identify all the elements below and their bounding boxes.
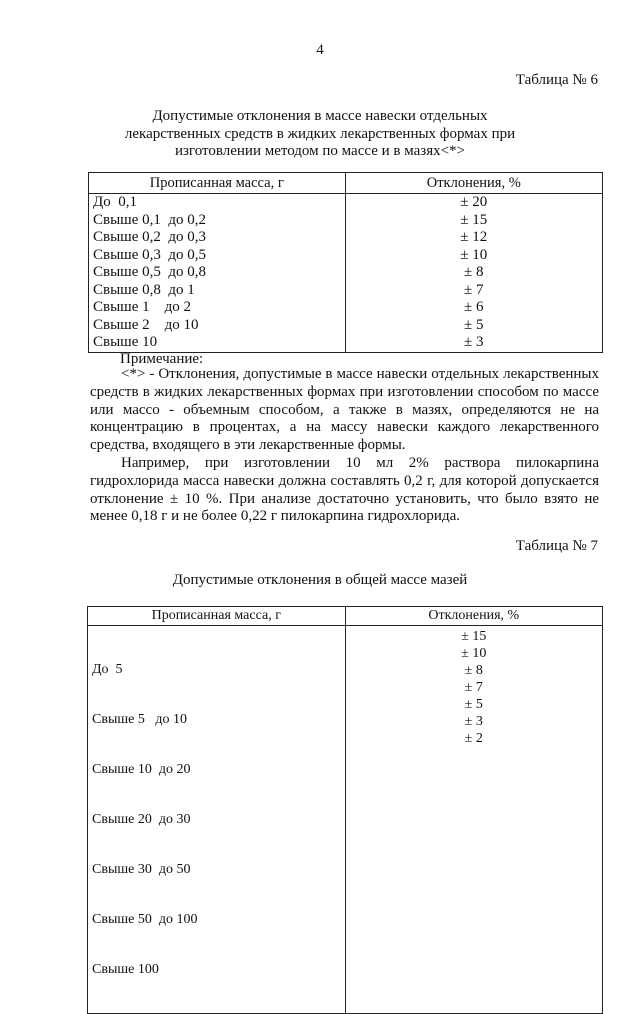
note-heading: Примечание: [120,351,204,367]
list-item: ± 15 [461,629,487,644]
table-cell-deviation: ± 12 [345,229,602,247]
list-item: Свыше 30 до 50 [92,862,191,877]
table-cell-deviation: ± 8 [345,264,602,282]
table-row [89,229,603,247]
table6-header-row [89,173,603,194]
table7-mass-cell [88,626,346,1014]
table6-caption-line: изготовлении методом по массе и в мазях<*> [174,143,466,159]
table6-caption-line: Допустимые отклонения в массе навески отдельных [152,108,488,124]
table-cell-mass: До 0,1 [89,194,346,212]
table-row [89,317,603,335]
list-item: ± 10 [461,646,487,661]
list-item: Свыше 20 до 30 [92,812,191,827]
table-cell-deviation: ± 7 [345,282,602,300]
table7-header-deviation: Отклонения, % [345,607,602,626]
table-row [89,282,603,300]
table-cell-mass: Свыше 0,5 до 0,8 [89,264,346,282]
table-cell-deviation: ± 5 [345,317,602,335]
table6-label: Таблица № 6 [515,72,598,88]
table-cell-mass: Свыше 0,3 до 0,5 [89,247,346,265]
list-item: ± 2 [464,731,483,746]
table-cell-mass: Свыше 0,2 до 0,3 [89,229,346,247]
table-cell-deviation: ± 10 [345,247,602,265]
list-item: ± 3 [464,714,483,729]
table-cell-mass: Свыше 0,8 до 1 [89,282,346,300]
table-cell-deviation: ± 20 [345,194,602,212]
table-row [88,626,603,1014]
table7-header-mass: Прописанная масса, г [88,607,346,626]
list-item: Свыше 10 до 20 [92,762,191,777]
table-cell-deviation: ± 6 [345,299,602,317]
table-row [89,247,603,265]
note-paragraph: <*> - Отклонения, допустимые в массе навески отдельных лекарственных средств в жидких лекарственных формах при изготовлении способом по массе или массо - объемным способом, а также в мазях, определяются не на концентрацию в процентах, а на массу навески каждого лекарственного средства, входящего в эти лекарственные формы. [90,366,599,454]
table-cell-mass: Свыше 2 до 10 [89,317,346,335]
list-item: До 5 [92,662,123,677]
table6-header-deviation: Отклонения, % [345,173,602,194]
table-cell-mass: Свыше 1 до 2 [89,299,346,317]
list-item: ± 7 [464,680,483,695]
table-row [89,334,603,352]
list-item: Свыше 5 до 10 [92,712,187,727]
list-item: Свыше 100 [92,962,159,977]
table6-caption [60,108,580,161]
table-cell-deviation: ± 3 [345,334,602,352]
table7-deviation-cell [345,626,602,1014]
table-cell-deviation: ± 15 [345,212,602,230]
table-row [89,264,603,282]
list-item: Свыше 50 до 100 [92,912,198,927]
page-number: 4 [316,42,324,58]
list-item: ± 8 [464,663,483,678]
table6 [88,172,603,353]
table-cell-mass: Свыше 0,1 до 0,2 [89,212,346,230]
table7-header-row [88,607,603,626]
table6-caption-line: лекарственных средств в жидких лекарственных формах при [124,125,516,142]
table6-header-mass: Прописанная масса, г [89,173,346,194]
example-paragraph: Например, при изготовлении 10 мл 2% раствора пилокарпина гидрохлорида масса навески должна составлять 0,2 г, для которой допускается отклонение ± 10 %. При анализе достаточно установить, что было взято не менее 0,18 г и не более 0,22 г пилокарпина гидрохлорида. [90,455,599,525]
table7-label: Таблица № 7 [515,538,598,554]
table7 [87,606,603,1014]
table-row [89,212,603,230]
table-row [89,194,603,212]
table-cell-mass: Свыше 10 [89,334,346,352]
table7-caption: Допустимые отклонения в общей массе мазей [172,572,468,588]
table-row [89,299,603,317]
list-item: ± 5 [464,697,483,712]
